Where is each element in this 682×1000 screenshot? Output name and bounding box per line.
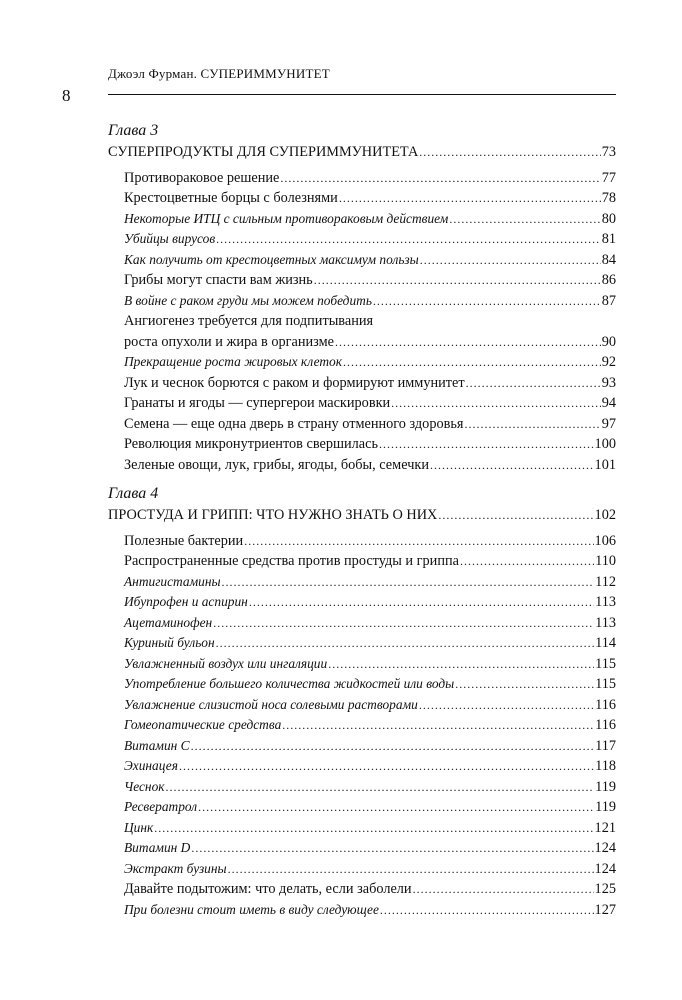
page-number: 8 [62,86,71,105]
toc-entry-page: 81 [601,231,616,247]
toc-entry-title: Ибупрофен и аспирин [124,594,248,609]
toc-entry-page: 112 [595,573,616,590]
toc-entry-page: 92 [601,354,616,370]
toc-entry-page: 124 [594,860,616,877]
toc-entry-title: Увлажнение слизистой носа солевыми растворами [124,696,418,712]
toc-entry[interactable] [108,859,616,880]
dot-leader [282,715,594,736]
toc-entry-page: 87 [601,292,616,309]
toc-entry-title: Распространенные средства против простуды и гриппа [124,553,459,569]
toc-entry-title: Гомеопатические средства [124,717,282,732]
toc-entry[interactable] [108,531,616,552]
dot-leader [343,352,601,373]
dot-leader [166,777,595,798]
dot-leader [216,633,594,654]
toc-entry-page: 114 [595,635,616,651]
toc-entry-title: Прекращение роста жировых клеток [124,354,343,369]
toc-entry-title: Революция микронутриентов свершилась [124,436,378,452]
toc-entry[interactable] [108,311,616,332]
toc-entry-page: 124 [594,840,616,856]
toc-entry-page: 100 [594,436,616,452]
toc-entry-title: Витамин С [124,737,190,753]
toc-entry-title: Противораковое решение [124,169,280,186]
dot-leader [191,736,595,757]
chapter-3-section [108,121,616,475]
toc-entry-title: Грибы могут спасти вам жизнь [124,272,313,288]
dot-leader [228,859,594,880]
toc-entry-page: 127 [594,901,616,918]
toc-chapter-title-row[interactable] [108,142,616,163]
chapter-page: 73 [601,144,616,160]
toc-entry-title: Зеленые овощи, лук, грибы, ягоды, бобы, семечки [124,456,429,473]
toc-chapter-title-row[interactable] [108,505,616,526]
dot-leader [179,756,594,777]
dot-leader [460,551,594,572]
dot-leader [380,900,594,921]
toc-entry[interactable] [108,373,616,394]
dot-leader [216,229,601,250]
chapter-title: СУПЕРПРОДУКТЫ ДЛЯ СУПЕРИММУНИТЕТА [108,144,419,160]
chapter-title: ПРОСТУДА И ГРИПП: ЧТО НУЖНО ЗНАТЬ О НИХ [108,507,438,523]
toc-entry-page: 121 [594,819,616,836]
toc-entry-title: Употребление большего количества жидкостей или воды [124,676,455,691]
toc-entry[interactable] [108,900,616,921]
toc-entry-title: Давайте подытожим: что делать, если заболели [124,881,412,897]
toc-entry[interactable] [108,229,616,250]
toc-entry-title: Ацетаминофен [124,614,213,630]
dot-leader [455,674,594,695]
dot-leader [328,654,594,675]
dot-leader [213,613,594,634]
toc-entry-page: 77 [601,169,616,186]
dot-leader [430,455,594,476]
dot-leader [466,373,601,394]
toc-entry[interactable] [108,393,616,414]
toc-entry[interactable] [108,188,616,209]
dot-leader [464,414,600,435]
dot-leader [244,531,593,552]
toc-entry[interactable] [108,434,616,455]
dot-leader [249,592,594,613]
toc-entry[interactable] [108,838,616,859]
dot-leader [373,291,601,312]
toc-entry-page: 115 [595,676,616,692]
toc-entry[interactable] [108,455,616,476]
toc-entry-page: 119 [595,799,616,815]
toc-entry-page: 119 [595,778,616,795]
toc-entry-title: Экстракт бузины [124,860,227,876]
toc-entry-title: Ресвератрол [124,799,198,814]
toc-entry-title: Лук и чеснок борются с раком и формируют иммунитет [124,374,465,391]
toc-entry-title: Цинк [124,819,154,835]
toc-entry[interactable] [108,168,616,189]
toc-entry-title: Ангиогенез требуется для подпитывания [124,313,374,329]
running-header: Джоэл Фурман. СУПЕРИММУНИТЕТ [108,66,330,81]
toc-entry-page: 86 [601,272,616,288]
toc-entry-page: 117 [595,737,616,754]
dot-leader [391,393,601,414]
toc-entry[interactable] [108,572,616,593]
toc-entry[interactable] [108,592,616,613]
toc-entry-page: 125 [594,881,616,897]
toc-entry-page: 101 [594,456,616,473]
toc-entry-title: Увлажненный воздух или ингаляции [124,655,328,671]
toc-entry-title: Семена — еще одна дверь в страну отменного здоровья [124,415,464,432]
toc-entry-page: 118 [595,758,616,774]
chapter-4-section [108,484,616,920]
toc-entry-title: Гранаты и ягоды — супергерои маскировки [124,395,391,411]
toc-entry-title: Как получить от крестоцветных максимум пользы [124,251,419,267]
toc-entry-page: 113 [595,594,616,610]
toc-entry-page: 110 [595,553,616,569]
toc-entry[interactable] [108,879,616,900]
header-rule [108,94,616,95]
dot-leader [413,879,594,900]
dot-leader [314,270,601,291]
toc-entry-title: Полезные бактерии [124,532,244,549]
dot-leader [339,188,601,209]
toc-entry-page: 90 [601,333,616,350]
dot-leader [191,838,593,859]
dot-leader [449,209,600,230]
toc-entry-page: 97 [601,415,616,432]
chapter-page: 102 [594,507,616,523]
toc-entry[interactable] [108,332,616,353]
dot-leader [420,250,601,271]
toc-entry[interactable] [108,818,616,839]
toc-entry-title: В войне с раком груди мы можем победить [124,292,372,308]
toc-entry-page: 84 [601,251,616,268]
toc-entry[interactable] [108,715,616,736]
toc-entry-page: 78 [601,190,616,206]
dot-leader [198,797,594,818]
toc-entry-page: 94 [601,395,616,411]
toc-entry[interactable] [108,352,616,373]
toc-entry[interactable] [108,633,616,654]
toc-entry-title: Некоторые ИТЦ с сильным противораковым действием [124,210,449,226]
dot-leader [335,332,601,353]
toc-entry[interactable] [108,797,616,818]
toc-entry-page: 116 [595,717,616,733]
dot-leader [438,505,593,526]
toc-entry[interactable] [108,250,616,271]
toc-entry-page: 93 [601,374,616,391]
toc-entry-title: Куриный бульон [124,635,215,650]
toc-entry[interactable] [108,291,616,312]
toc-entry[interactable] [108,414,616,435]
toc-entry-page: 116 [595,696,616,713]
dot-leader [419,695,594,716]
toc-entry-page: 80 [601,210,616,227]
toc-entry-page: 113 [595,614,616,631]
toc-entry[interactable] [108,209,616,230]
toc-entry[interactable] [108,270,616,291]
toc-entry[interactable] [108,674,616,695]
toc-entry[interactable] [108,756,616,777]
toc-entry-title: Эхинацея [124,758,178,773]
toc-entry-page: 115 [595,655,616,672]
chapter-label: Глава 4 [108,485,159,502]
toc-entry-title: Крестоцветные борцы с болезнями [124,190,338,206]
toc-entry[interactable] [108,736,616,757]
toc-entry-title: При болезни стоит иметь в виду следующее [124,901,379,917]
dot-leader [154,818,593,839]
toc-entry[interactable] [108,613,616,634]
dot-leader [222,572,595,593]
dot-leader [419,142,600,163]
dot-leader [280,168,600,189]
toc-entry-title: Антигистамины [124,573,221,589]
chapter-label: Глава 3 [108,122,159,139]
dot-leader [379,434,594,455]
toc-entry[interactable] [108,551,616,572]
toc-entry[interactable] [108,654,616,675]
toc-entry-page: 106 [594,532,616,549]
toc-entry[interactable] [108,777,616,798]
toc-entry-title: Чеснок [124,778,165,794]
toc-entry-title: Убийцы вирусов [124,231,216,246]
toc-entry[interactable] [108,695,616,716]
toc-entry-title: роста опухоли и жира в организме [124,333,335,350]
toc-entry-title: Витамин D [124,840,191,855]
